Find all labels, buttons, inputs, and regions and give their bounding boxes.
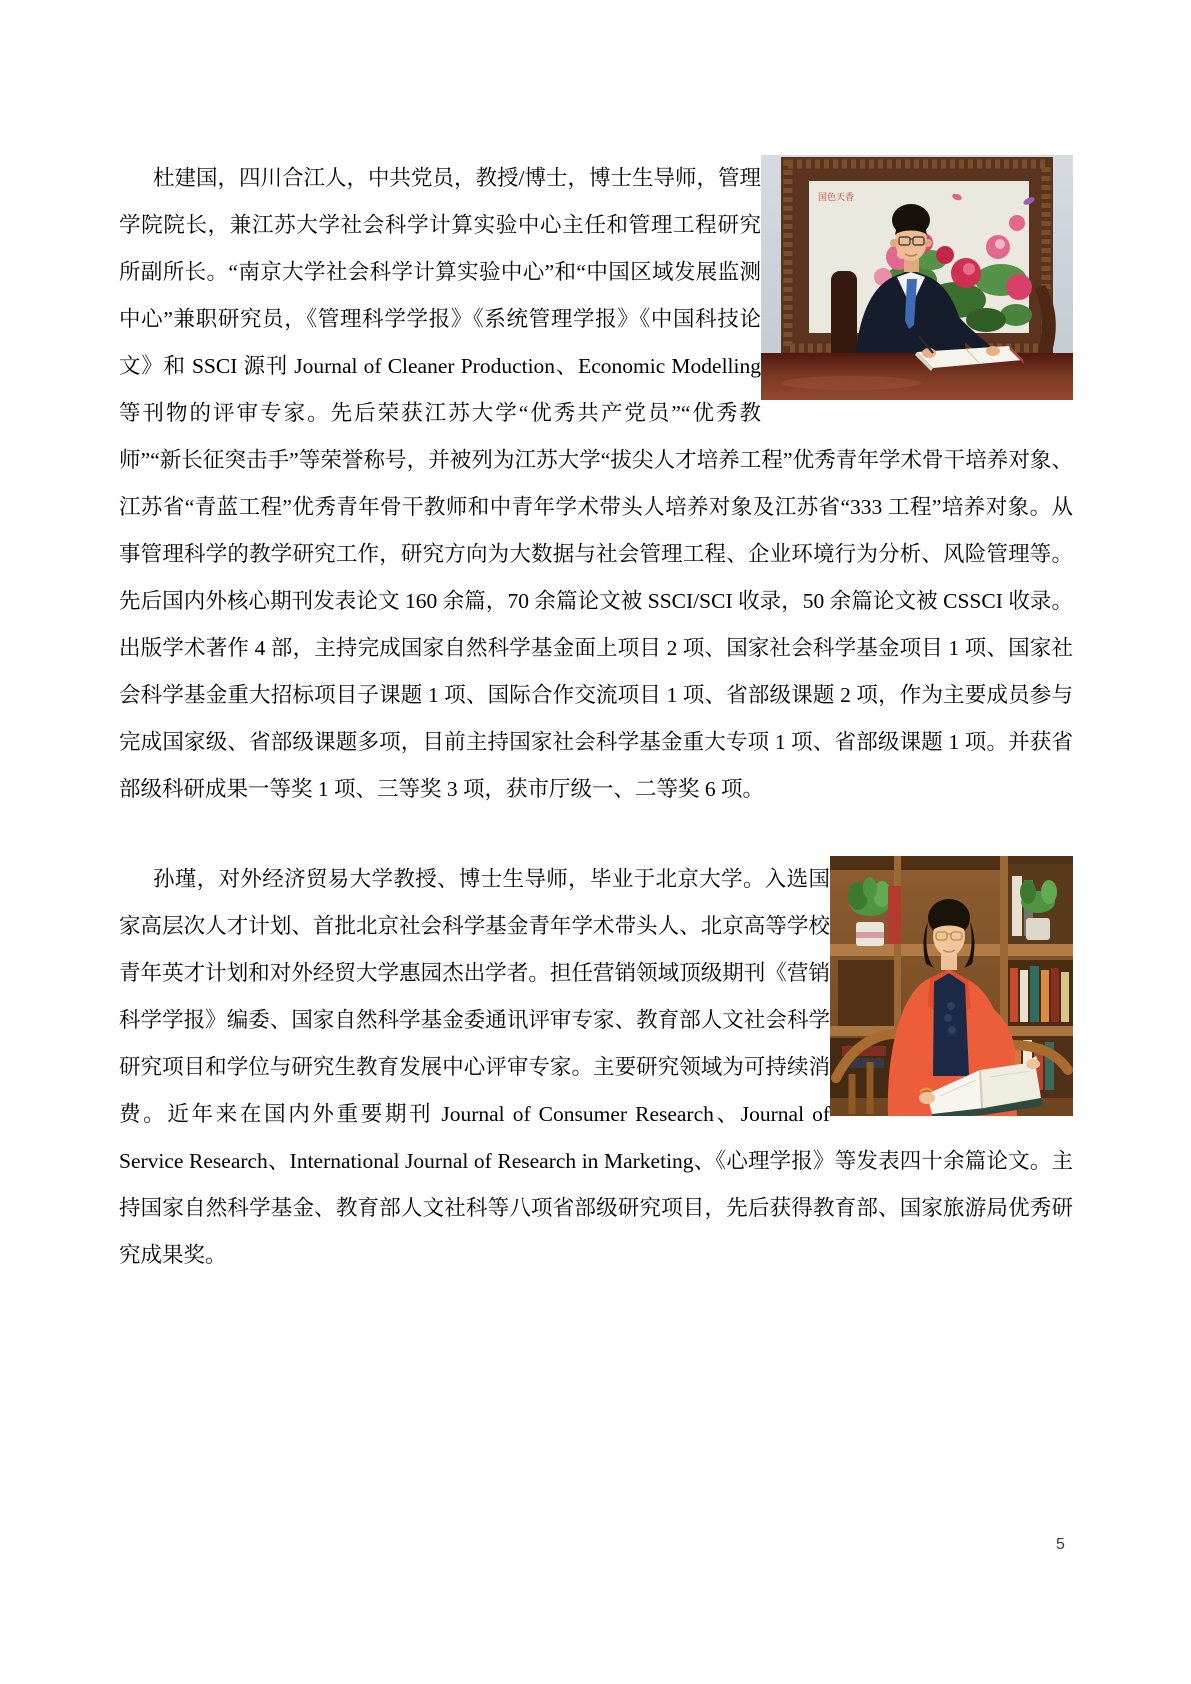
sun-jin-photo (830, 856, 1073, 1116)
bio-sun-jin (119, 856, 1073, 1279)
du-jianguo-photo (761, 155, 1073, 400)
sun-jin-photo-illustration (830, 856, 1073, 1116)
du-jianguo-photo-illustration (761, 155, 1073, 400)
embroidery-stamp-text: 国色天香 (818, 192, 855, 202)
bio-du-jianguo (119, 155, 1073, 813)
bio-paragraph-sun-jin: 孙瑾，对外经济贸易大学教授、博士生导师，毕业于北京大学。入选国家高层次人才计划、首批北京社会科学基金青年学术带头人、北京高等学校青年英才计划和对外经贸大学惠园杰出学者。担任营销领域顶级期刊《营销科学学报》编委、国家自然科学基金委通讯评审专家、教育部人文社会科学研究项目和学位与研究生教育发展中心评审专家。主要研究领域为可持续消费。近年来在国内外重要期刊 Journal of Consumer Research、Journal of Service Research、International Journal of Research in Marketing、《心理学报》等发表四十余篇论文。主持国家自然科学基金、教育部人文社科等八项省部级研究项目，先后获得教育部、国家旅游局优秀研究成果奖。 (119, 867, 1073, 1267)
page-number: 5 (1056, 1536, 1065, 1553)
page-body (119, 155, 1073, 1279)
bio-paragraph-du-jianguo: 杜建国，四川合江人，中共党员，教授/博士，博士生导师，管理学院院长，兼江苏大学社会科学计算实验中心主任和管理工程研究所副所长。“南京大学社会科学计算实验中心”和“中国区域发展监测中心”兼职研究员，《管理科学学报》《系统管理学报》《中国科技论文》和 SSCI 源刊 Journal of Cleaner Production、Economic Modelling 等刊物的评审专家。先后荣获江苏大学“优秀共产党员”“优秀教师”“新长征突击手”等荣誉称号，并被列为江苏大学“拔尖人才培养工程”优秀青年学术骨干培养对象、江苏省“青蓝工程”优秀青年骨干教师和中青年学术带头人培养对象及江苏省“333 工程”培养对象。从事管理科学的教学研究工作，研究方向为大数据与社会管理工程、企业环境行为分析、风险管理等。先后国内外核心期刊发表论文 160 余篇，70 余篇论文被 SSCI/SCI 收录，50 余篇论文被 CSSCI 收录。出版学术著作 4 部，主持完成国家自然科学基金面上项目 2 项、国家社会科学基金项目 1 项、国家社会科学基金重大招标项目子课题 1 项、国际合作交流项目 1 项、省部级课题 2 项，作为主要成员参与完成国家级、省部级课题多项，目前主持国家社会科学基金重大专项 1 项、省部级课题 1 项。并获省部级科研成果一等奖 1 项、三等奖 3 项，获市厅级一、二等奖 6 项。 (119, 166, 1073, 801)
